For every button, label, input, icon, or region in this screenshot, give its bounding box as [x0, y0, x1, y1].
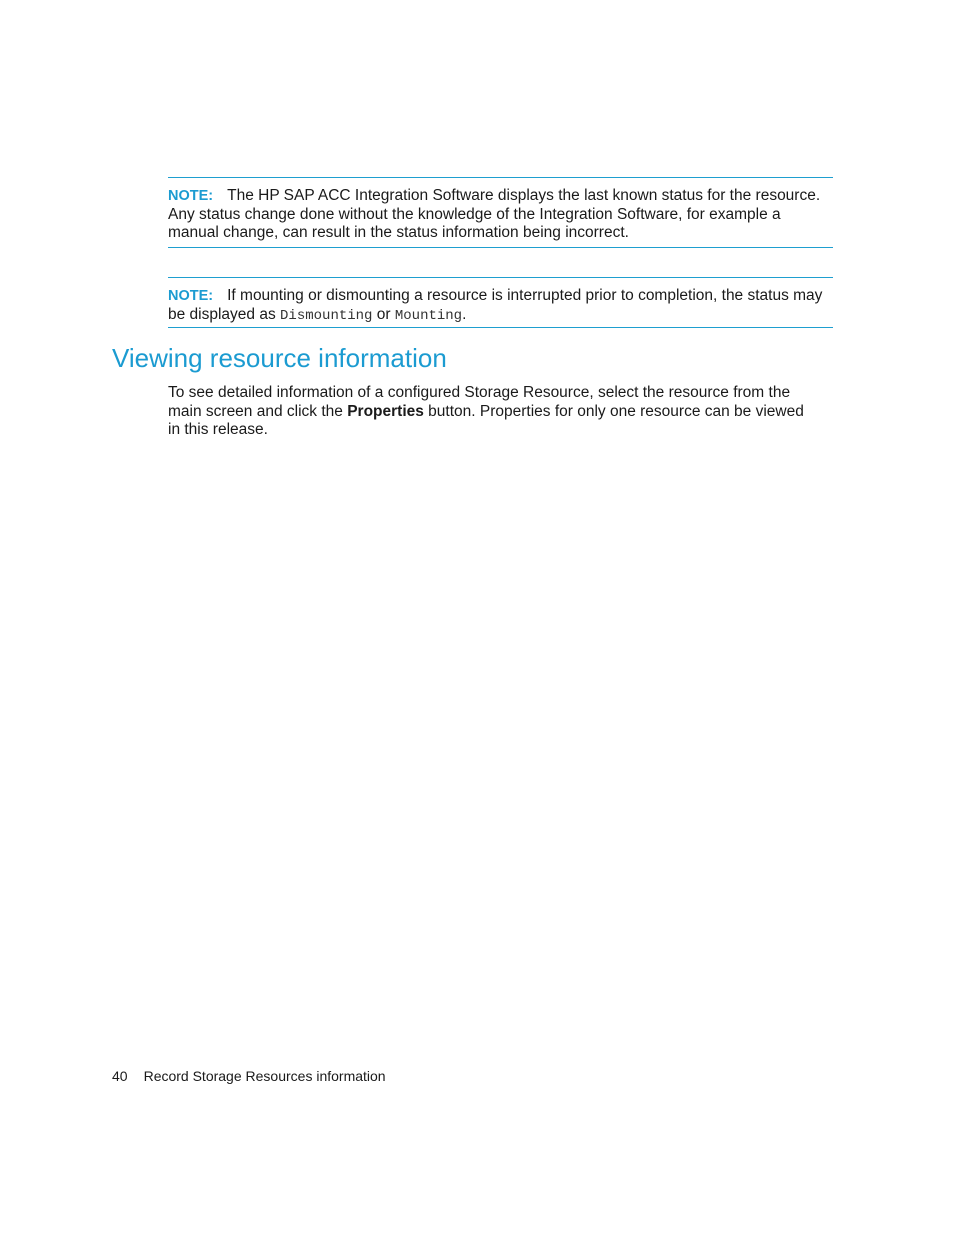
- section-heading: Viewing resource information: [112, 343, 447, 373]
- note-text-before: If mounting or dismounting a resource is interrupted prior to completion, the status may be displayed as: [168, 287, 823, 323]
- section-body: [168, 384, 818, 440]
- page-number: 40: [112, 1068, 128, 1084]
- note-connector: or: [372, 305, 395, 323]
- note-text-after: .: [462, 305, 467, 323]
- body-text-after: button. Properties for only one resource can be viewed in this release.: [168, 402, 804, 439]
- note-text: The HP SAP ACC Integration Software displays the last known status for the resource. Any status change done without the knowledge of the Integration Software, for example a manual change, can result in the status information being incorrect.: [168, 187, 821, 242]
- body-text-before: To see detailed information of a configured Storage Resource, select the resource from the main screen and click the: [168, 384, 791, 420]
- note-label: NOTE:: [168, 288, 214, 304]
- properties-term: Properties: [347, 402, 424, 420]
- chapter-title: Record Storage Resources information: [143, 1068, 386, 1084]
- code-dismounting: Dismounting: [280, 307, 373, 324]
- code-mounting: Mounting: [394, 307, 463, 324]
- note-mounting-box: [168, 277, 833, 328]
- note-label: NOTE:: [168, 188, 214, 204]
- note-status-box: [168, 177, 833, 248]
- page-footer: [112, 1067, 386, 1085]
